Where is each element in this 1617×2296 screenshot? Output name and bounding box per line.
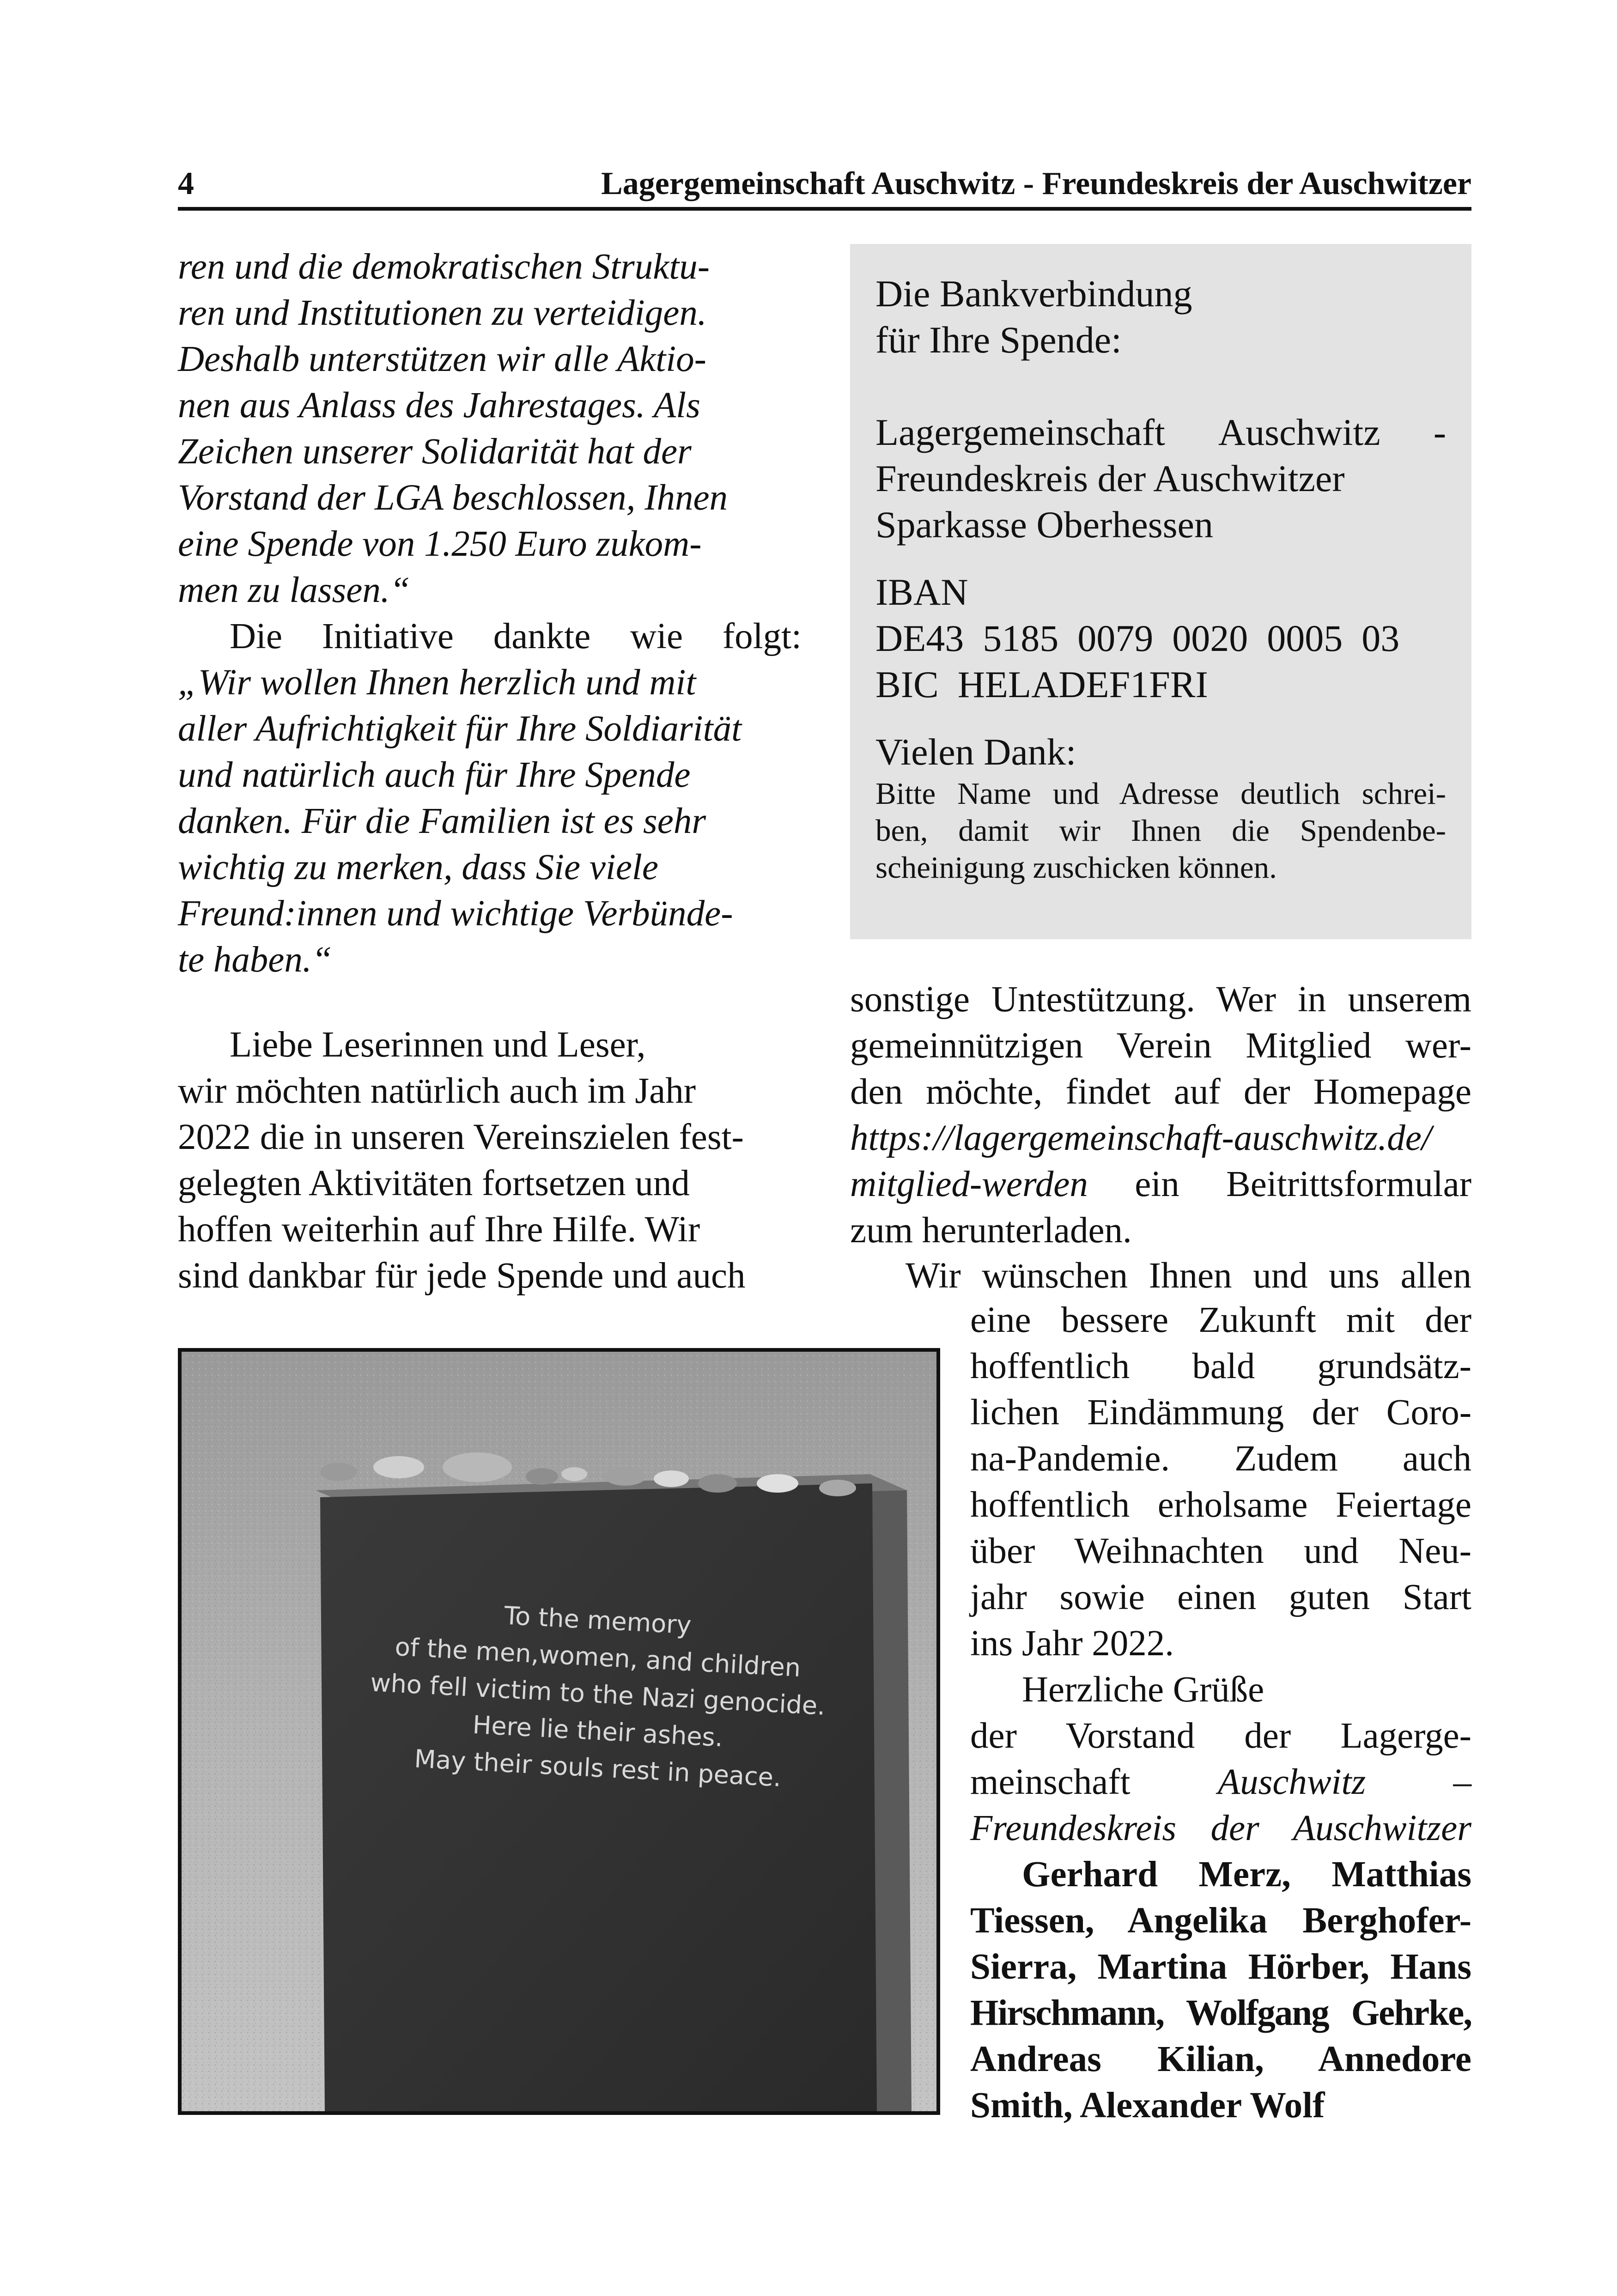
text-line: sonstige Untestützung. Wer in unserem	[850, 979, 1471, 1020]
note-line: ben, damit wir Ihnen die Spendenbe-	[875, 814, 1446, 848]
text-line: 2022 die in unseren Vereinszielen fest-	[178, 1117, 744, 1157]
inscription-line: who fell victim to the Nazi genocide.	[370, 1668, 826, 1721]
bank-title: für Ihre Spende:	[875, 319, 1122, 361]
left-column-quote	[178, 244, 802, 983]
text-line: gemeinnützigen Verein Mitglied wer-	[850, 1026, 1471, 1066]
text-line: „Wir wollen Ihnen herzlich und mit	[178, 662, 696, 703]
text-line: wichtig zu merken, dass Sie viele	[178, 847, 658, 887]
homepage-link[interactable]: mitglied-werden	[850, 1164, 1088, 1204]
text-line: mitglied-werden ein Beitrittsformular	[850, 1164, 1471, 1204]
text-line: zum herunterladen.	[850, 1210, 1132, 1251]
text-line: über Weihnachten und Neu-	[970, 1531, 1471, 1571]
text-line: jahr sowie einen guten Start	[970, 1577, 1471, 1617]
inscription-line: May their souls rest in peace.	[413, 1744, 782, 1792]
account-holder-line2: Freundeskreis der Auschwitzer	[875, 457, 1345, 499]
text-line: Gerhard Merz, Matthias	[1022, 1854, 1471, 1895]
text-line: Hirschmann, Wolfgang Gehrke,	[970, 1993, 1471, 2033]
text-line: meinschaft Auschwitz –	[970, 1762, 1471, 1802]
text-line: Vorstand der LGA beschlossen, Ihnen	[178, 478, 728, 518]
thanks-intro: Die Initiative dankte wie folgt:	[230, 616, 802, 656]
homepage-link[interactable]: https://lagergemeinschaft-auschwitz.de/	[850, 1118, 1432, 1158]
running-title: Lagergemeinschaft Auschwitz - Freundeskreis der Auschwitzer	[601, 166, 1471, 201]
note-line: scheinigung zuschicken können.	[875, 850, 1277, 885]
text-line: gelegten Aktivitäten fortsetzen und	[178, 1163, 690, 1203]
text-line: lichen Eindämmung der Coro-	[970, 1392, 1471, 1433]
text-line: danken. Für die Familien ist es sehr	[178, 801, 706, 841]
greeting: Liebe Leserinnen und Leser,	[230, 1025, 646, 1065]
iban-label: IBAN	[875, 571, 968, 613]
text-line: Andreas Kilian, Annedore	[970, 2039, 1471, 2079]
signatories	[970, 1852, 1471, 2129]
inscription-line: of the men,women, and children	[394, 1632, 802, 1683]
page-header	[178, 156, 1471, 211]
account-holder: Lagergemeinschaft Auschwitz -	[875, 411, 1446, 453]
text-line: Tiessen, Angelika Berghofer-	[970, 1901, 1471, 1941]
wish-first-line: Wir wünschen Ihnen und uns allen	[906, 1256, 1471, 1296]
text-line: nen aus Anlass des Jahrestages. Als	[178, 385, 700, 425]
regards: Herzliche Grüße	[1022, 1670, 1264, 1710]
iban-value: DE43 5185 0079 0020 0005 03	[875, 617, 1400, 659]
text-line: ren und Institutionen zu verteidigen.	[178, 293, 707, 333]
text-line: Freundeskreis der Auschwitzer	[970, 1808, 1471, 1848]
text-line: sind dankbar für jede Spende und auch	[178, 1256, 746, 1296]
text-line: hoffen weiterhin auf Ihre Hilfe. Wir	[178, 1209, 700, 1250]
text-line: aller Aufrichtigkeit für Ihre Soldiarität	[178, 709, 742, 749]
right-column-closing	[970, 1297, 1471, 2129]
thanks-quote	[178, 660, 802, 983]
inscription-line: Here lie their ashes.	[472, 1710, 724, 1753]
text-line: hoffentlich bald grundsätz-	[970, 1346, 1471, 1386]
text-line: eine bessere Zukunft mit der	[970, 1300, 1471, 1340]
bank-name: Sparkasse Oberhessen	[875, 504, 1213, 546]
right-column-continuation	[850, 977, 1471, 1254]
text-line: Sierra, Martina Hörber, Hans	[970, 1947, 1471, 1987]
text-line: Smith, Alexander Wolf	[970, 2085, 1325, 2126]
bank-details-box	[850, 244, 1471, 939]
text-line: men zu lassen.“	[178, 570, 410, 610]
text-line: wir möchten natürlich auch im Jahr	[178, 1071, 696, 1111]
text-line: Deshalb unterstützen wir alle Aktio-	[178, 339, 706, 379]
bic: BIC HELADEF1FRI	[875, 663, 1208, 705]
text-line: Zeichen unserer Solidarität hat der	[178, 431, 692, 472]
page-number: 4	[178, 166, 194, 201]
quote-paragraph	[178, 244, 802, 613]
text-line: und natürlich auch für Ihre Spende	[178, 755, 691, 795]
note-line: Bitte Name und Adresse deutlich schrei-	[875, 777, 1446, 811]
text-line: den möchte, findet auf der Homepage	[850, 1072, 1471, 1112]
inscription-line: To the memory	[503, 1601, 693, 1640]
text-line: Freund:innen und wichtige Verbünde-	[178, 893, 733, 934]
thanks-label: Vielen Dank:	[875, 731, 1076, 773]
text-line: te haben.“	[178, 940, 332, 980]
text-line: hoffentlich erholsame Feiertage	[970, 1485, 1471, 1525]
memorial-stone-photo	[178, 1348, 940, 2115]
text-line: na-Pandemie. Zudem auch	[970, 1439, 1471, 1479]
text-line: ins Jahr 2022.	[970, 1623, 1174, 1664]
left-column-appeal	[178, 1022, 802, 1299]
text-line: der Vorstand der Lagerge-	[970, 1716, 1471, 1756]
bank-title: Die Bankverbindung	[875, 273, 1192, 315]
text-line: ren und die demokratischen Struktu-	[178, 247, 710, 287]
text-line: eine Spende von 1.250 Euro zukom-	[178, 524, 702, 564]
